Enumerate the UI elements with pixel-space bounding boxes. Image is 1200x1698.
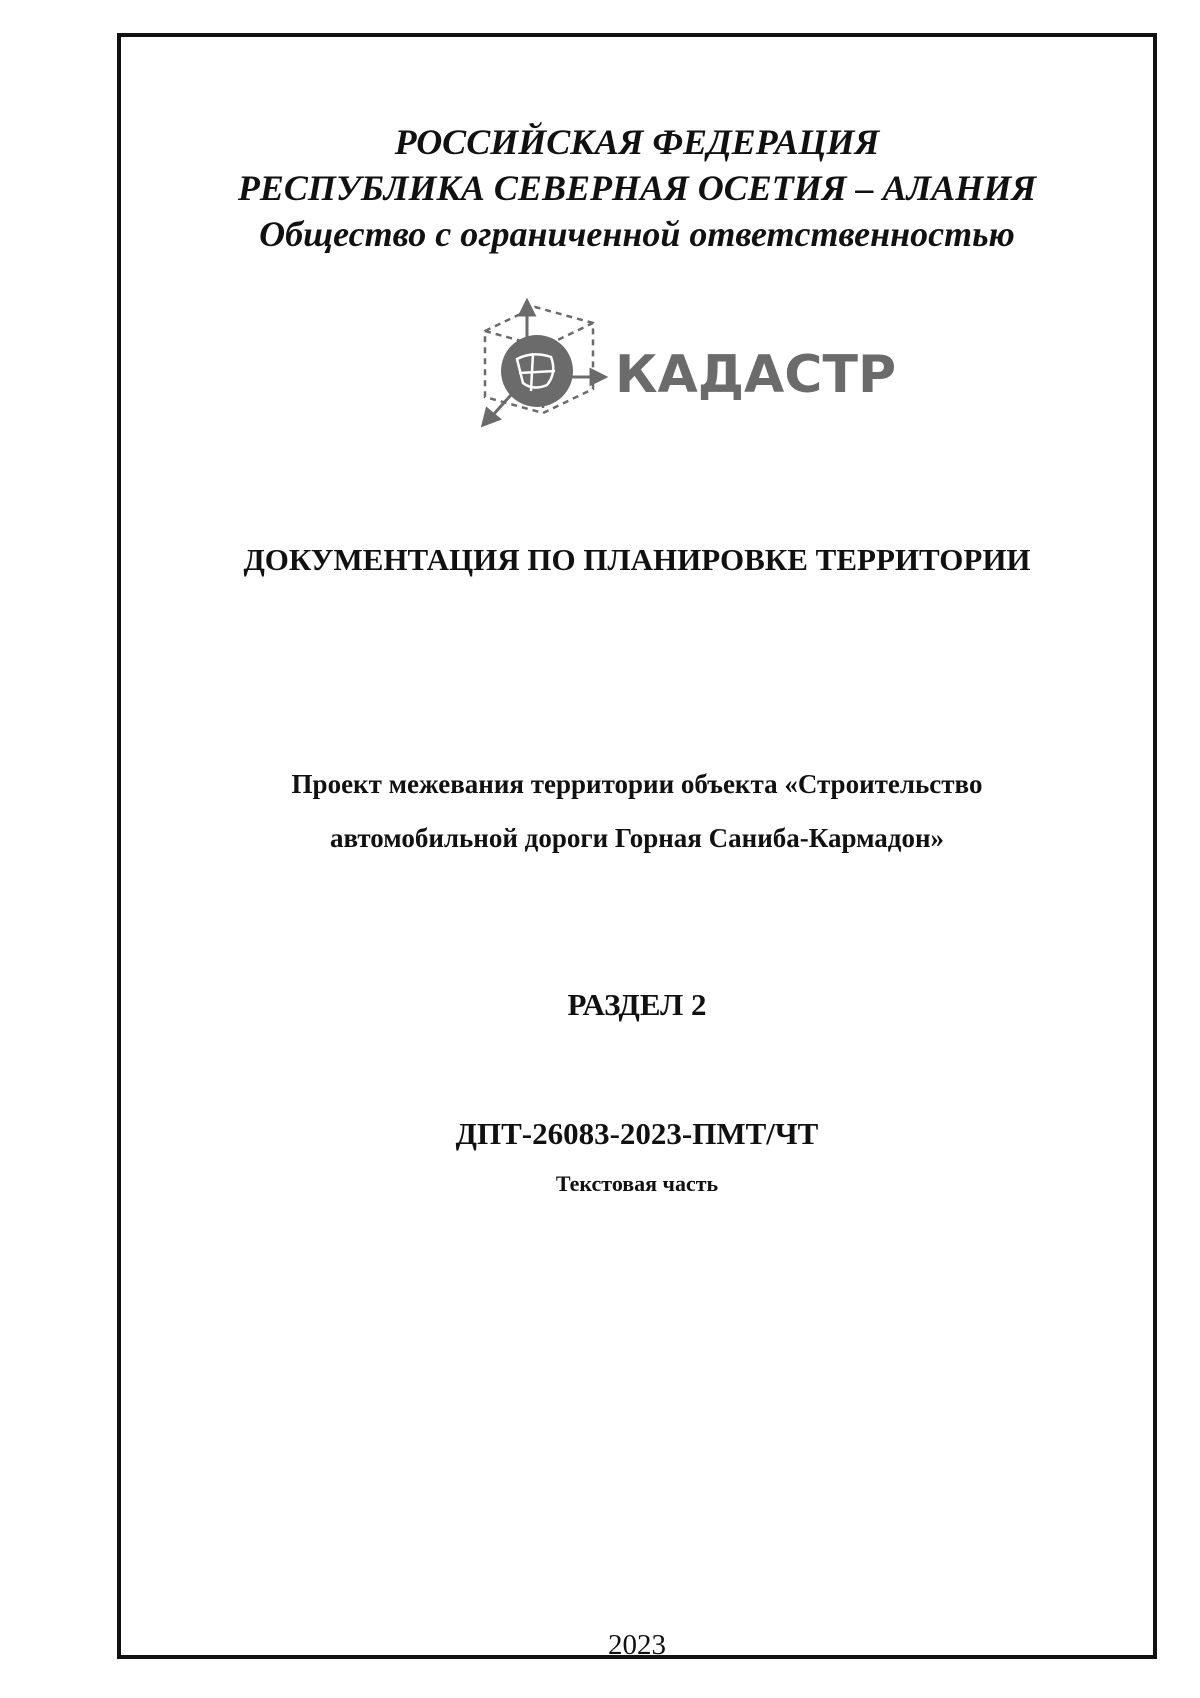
header-republic: РЕСПУБЛИКА СЕВЕРНАЯ ОСЕТИЯ – АЛАНИЯ xyxy=(237,168,1037,208)
header-country: РОССИЙСКАЯ ФЕДЕРАЦИЯ xyxy=(394,122,880,162)
document-year: 2023 xyxy=(608,1629,666,1661)
section-heading: РАЗДЕЛ 2 xyxy=(567,987,707,1022)
project-name-line-1: Проект межевания территории объекта «Строительство xyxy=(291,769,983,799)
header-company-type: Общество с ограниченной ответственностью xyxy=(259,214,1015,254)
project-name-line-2: автомобильной дороги Горная Саниба-Кармадон» xyxy=(329,823,944,853)
company-logo xyxy=(473,289,923,449)
page-frame xyxy=(117,33,1157,1659)
document-subtitle: Текстовая часть xyxy=(555,1171,719,1196)
document-title: ДОКУМЕНТАЦИЯ ПО ПЛАНИРОВКЕ ТЕРРИТОРИИ xyxy=(243,542,1031,577)
logo-text: КАДАСТР xyxy=(615,345,897,405)
document-code: ДПТ-26083-2023-ПМТ/ЧТ xyxy=(455,1116,819,1151)
globe-axes-icon xyxy=(473,289,923,449)
